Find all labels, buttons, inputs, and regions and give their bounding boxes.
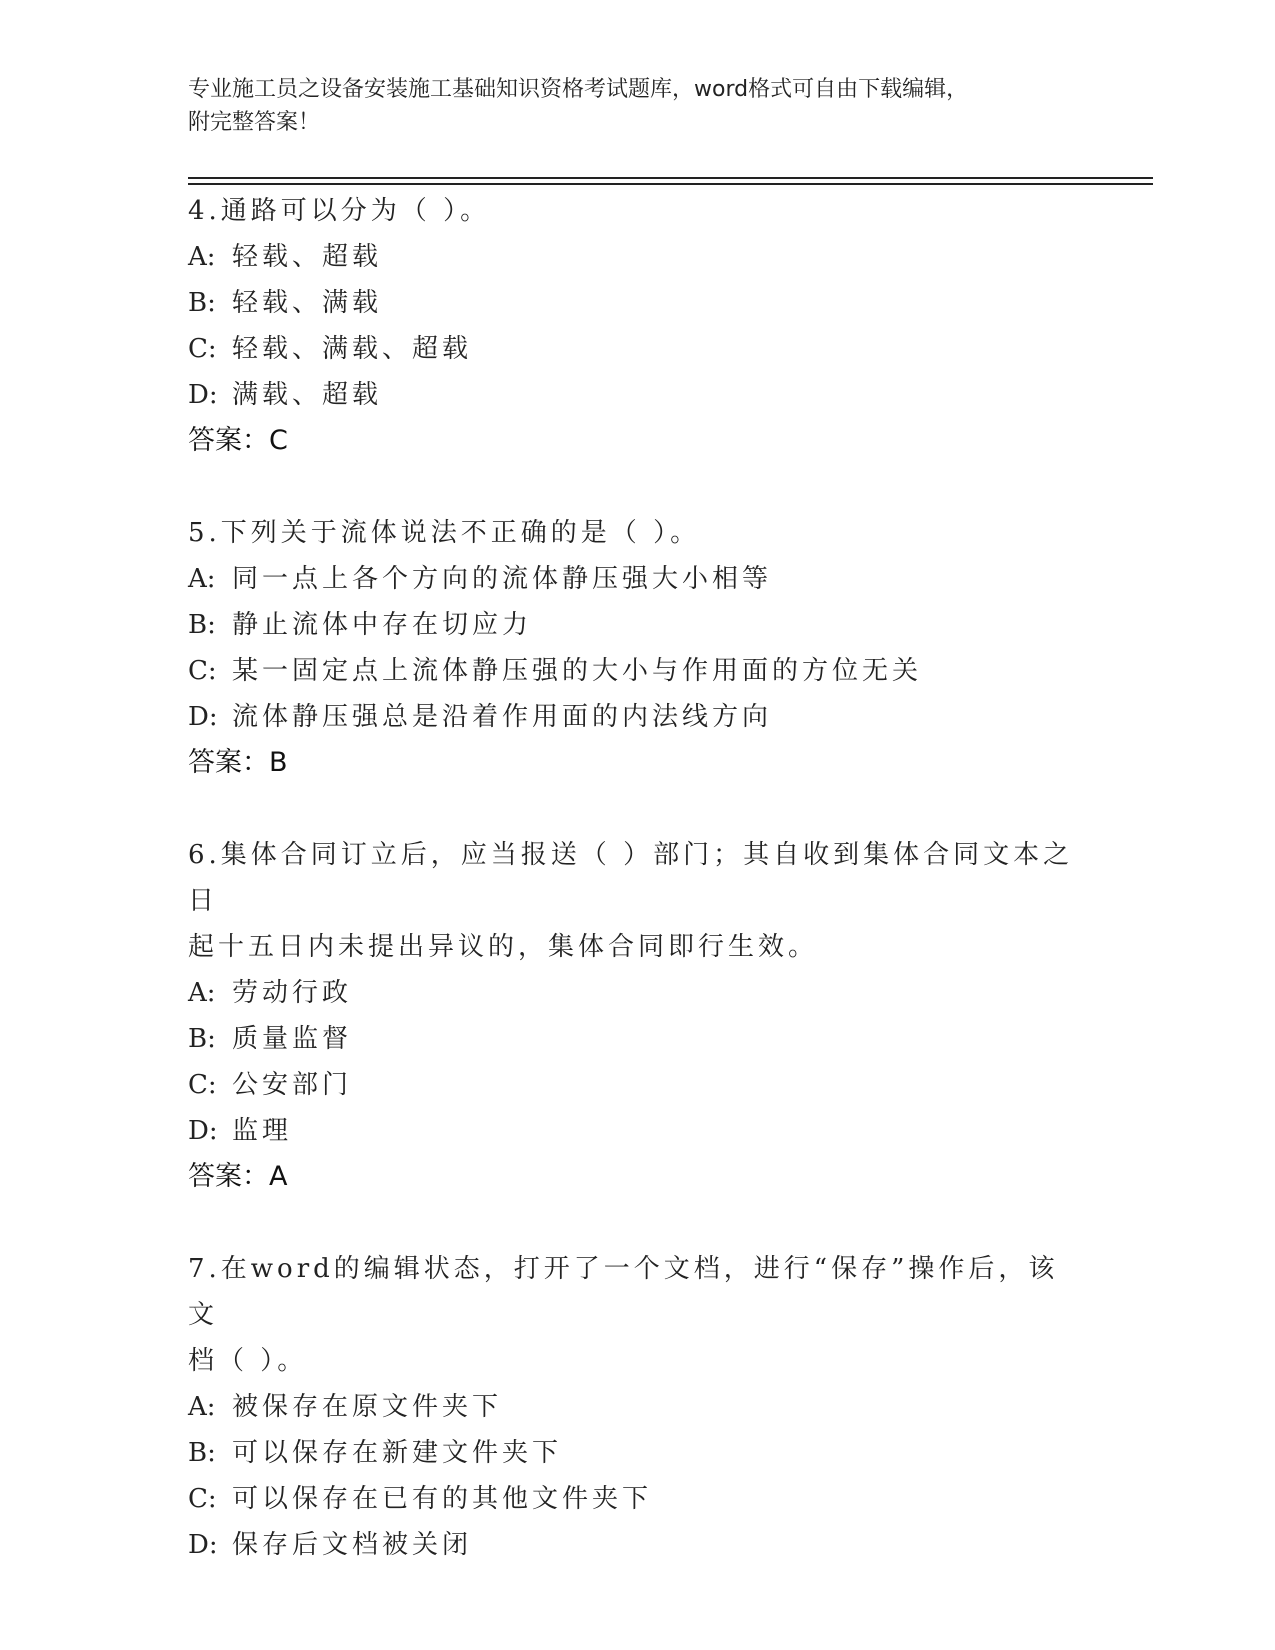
option-text: 质量监督: [232, 1024, 353, 1054]
question-stem: 7.在word的编辑状态，打开了一个文档，进行“保存”操作后，该文: [188, 1254, 1059, 1330]
option-letter: C:: [188, 1484, 217, 1514]
option-text: 轻载、满载、超载: [232, 334, 473, 364]
option-letter: C:: [188, 334, 217, 364]
option-c: [188, 1476, 1088, 1522]
option-letter: C:: [188, 1070, 217, 1100]
option-d: [188, 372, 1088, 418]
header-line-1: 专业施工员之设备安装施工基础知识资格考试题库，word格式可自由下载编辑，: [188, 77, 969, 102]
question-4: [188, 188, 1088, 464]
option-d: [188, 1108, 1088, 1154]
question-stem: 5.下列关于流体说法不正确的是（ ）。: [188, 518, 701, 548]
option-letter: D:: [188, 702, 218, 732]
option-text: 可以保存在已有的其他文件夹下: [232, 1484, 653, 1514]
question-stem-continued: 档（ ）。: [188, 1346, 308, 1376]
option-c: [188, 326, 1088, 372]
option-text: 满载、超载: [232, 380, 383, 410]
question-5: [188, 510, 1088, 786]
option-text: 可以保存在新建文件夹下: [232, 1438, 563, 1468]
option-a: [188, 234, 1088, 280]
option-a: [188, 1384, 1088, 1430]
option-d: [188, 1522, 1088, 1568]
option-text: 监理: [232, 1116, 293, 1146]
option-letter: D:: [188, 1116, 218, 1146]
option-text: 轻载、满载: [232, 288, 383, 318]
option-a: [188, 970, 1088, 1016]
option-text: 静止流体中存在切应力: [232, 610, 533, 640]
option-letter: D:: [188, 1530, 218, 1560]
header-line-2: 附完整答案！: [188, 110, 321, 135]
question-6: [188, 832, 1088, 1200]
question-stem: 4.通路可以分为（ ）。: [188, 196, 491, 226]
option-letter: A:: [188, 242, 216, 272]
answer-line: 答案：B: [188, 747, 288, 778]
header-divider-top: [188, 177, 1153, 179]
option-b: [188, 280, 1088, 326]
option-b: [188, 1430, 1088, 1476]
option-letter: B:: [188, 610, 216, 640]
question-list: [188, 188, 1088, 1614]
option-text: 保存后文档被关闭: [232, 1530, 473, 1560]
option-letter: A:: [188, 978, 216, 1008]
option-letter: B:: [188, 1438, 216, 1468]
option-text: 被保存在原文件夹下: [232, 1392, 503, 1422]
option-letter: B:: [188, 1024, 216, 1054]
option-a: [188, 556, 1088, 602]
question-stem: 6.集体合同订立后，应当报送（ ）部门；其自收到集体合同文本之日: [188, 840, 1074, 916]
option-c: [188, 1062, 1088, 1108]
option-letter: B:: [188, 288, 216, 318]
option-b: [188, 1016, 1088, 1062]
option-text: 某一固定点上流体静压强的大小与作用面的方位无关: [232, 656, 923, 686]
option-text: 轻载、超载: [232, 242, 383, 272]
document-header: [188, 73, 1088, 139]
option-c: [188, 648, 1088, 694]
question-stem-continued: 起十五日内未提出异议的，集体合同即行生效。: [188, 932, 819, 962]
option-text: 劳动行政: [232, 978, 353, 1008]
answer-line: 答案：C: [188, 425, 288, 456]
option-b: [188, 602, 1088, 648]
option-letter: A:: [188, 1392, 216, 1422]
option-text: 同一点上各个方向的流体静压强大小相等: [232, 564, 773, 594]
option-letter: C:: [188, 656, 217, 686]
answer-line: 答案：A: [188, 1161, 288, 1192]
option-text: 流体静压强总是沿着作用面的内法线方向: [232, 702, 773, 732]
option-letter: A:: [188, 564, 216, 594]
option-d: [188, 694, 1088, 740]
question-7: [188, 1246, 1088, 1568]
option-text: 公安部门: [232, 1070, 353, 1100]
option-letter: D:: [188, 380, 218, 410]
header-divider-bottom: [188, 183, 1153, 185]
